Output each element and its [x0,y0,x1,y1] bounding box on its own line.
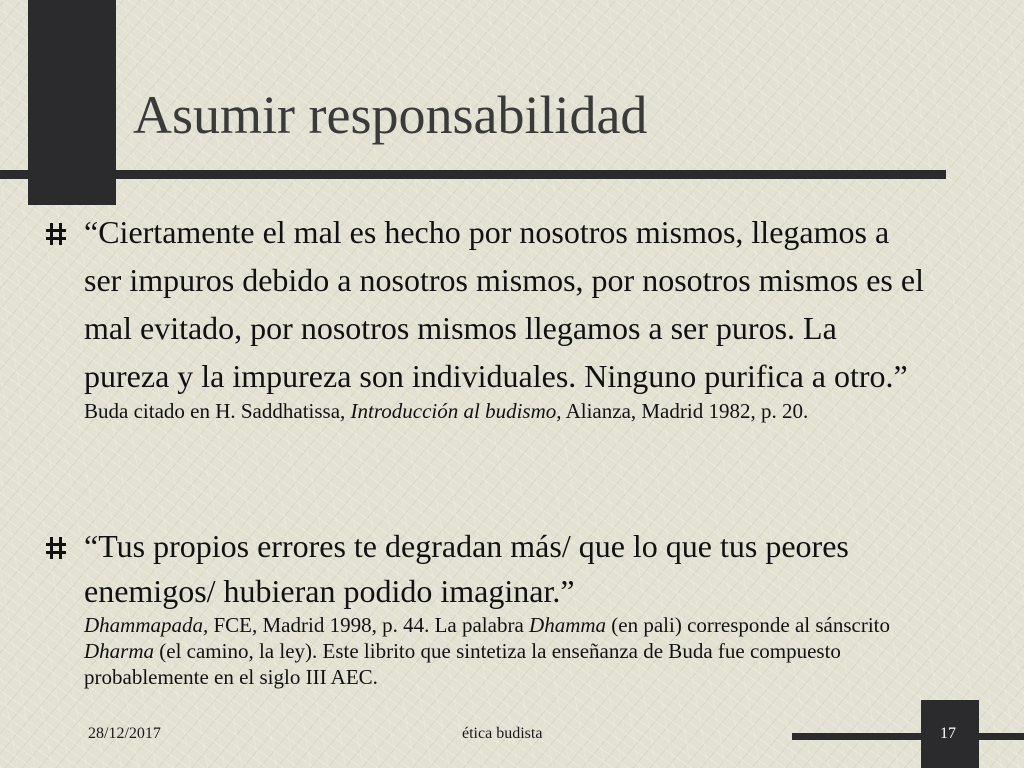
citation-text: (en pali) corresponde al sánscrito [606,613,891,637]
hash-bullet-icon [44,220,68,248]
citation-text: FCE, Madrid 1998, p. 44. La palabra [208,613,530,637]
bullet-item-2 [44,524,924,690]
bullet-citation-1 [84,398,924,424]
slide-title: Asumir responsabilidad [133,85,648,145]
footer-title: ética budista [462,725,543,742]
bullet-body-1 [84,208,924,424]
footer-page-number: 17 [940,725,956,742]
decor-rule-bottom [792,733,1024,740]
citation-term: Dharma [84,639,155,663]
hash-bullet-icon [44,534,68,562]
citation-term: Dhamma [529,613,607,637]
bullet-body-2 [84,524,924,690]
citation-text: Alianza, Madrid 1982, p. 20. [561,399,809,423]
citation-text: Buda citado en H. Saddhatissa, [84,399,351,423]
citation-book-title: Introducción al budismo, [350,399,562,423]
bullet-item-1 [44,208,924,424]
bullet-citation-2 [84,612,924,690]
footer-date: 28/12/2017 [88,725,161,742]
citation-book-title: Dhammapada, [84,613,209,637]
bullet-quote-1: “Ciertamente el mal es hecho por nosotros mismos, llegamos a ser impuros debido a nosotros mismos, por nosotros mismos es el mal evitado, por nosotros mismos llegamos a ser puros. La pureza y la impureza son individuales. Ninguno purifica a otro.” [84,214,924,394]
decor-rule-top [0,170,946,179]
bullet-quote-2: “Tus propios errores te degradan más/ que lo que tus peores enemigos/ hubieran podido imaginar.” [84,528,849,609]
citation-text: (el camino, la ley). Este librito que sintetiza la enseñanza de Buda fue compuesto probablemente en el siglo III AEC. [84,639,841,689]
